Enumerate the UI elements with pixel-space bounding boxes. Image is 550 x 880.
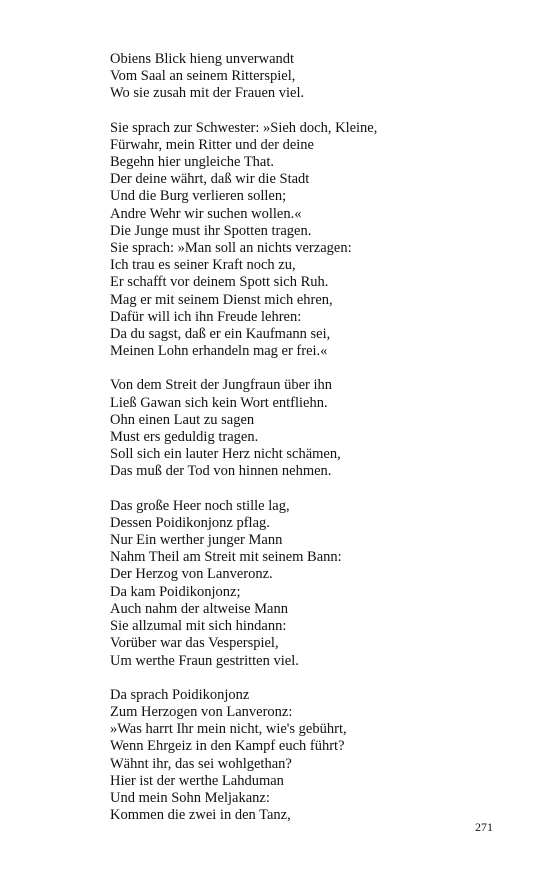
verse-line: Mag er mit seinem Dienst mich ehren,: [110, 291, 333, 308]
stanza: [110, 498, 510, 670]
stanza: [110, 120, 510, 361]
verse-line: Hier ist der werthe Lahduman: [110, 772, 284, 789]
verse-line: Da sprach Poidikonjonz: [110, 686, 250, 703]
verse-line: Dessen Poidikonjonz pflag.: [110, 514, 270, 531]
verse-line: Vom Saal an seinem Ritterspiel,: [110, 68, 296, 85]
verse-line: Fürwahr, mein Ritter und der deine: [110, 136, 314, 153]
verse-line: Vorüber war das Vesperspiel,: [110, 635, 279, 652]
verse-line: Zum Herzogen von Lanveronz:: [110, 703, 293, 720]
verse-line: Nur Ein werther junger Mann: [110, 532, 283, 549]
verse-line: Da du sagst, daß er ein Kaufmann sei,: [110, 326, 331, 343]
verse-line: Der deine währt, daß wir die Stadt: [110, 171, 310, 188]
verse-line: Von dem Streit der Jungfraun über ihn: [110, 377, 333, 394]
verse-line: Die Junge must ihr Spotten tragen.: [110, 222, 312, 239]
verse-line: Soll sich ein lauter Herz nicht schämen,: [110, 446, 341, 463]
stanza: [110, 687, 510, 825]
verse-line: Da kam Poidikonjonz;: [110, 583, 241, 600]
verse-line: Dafür will ich ihn Freude lehren:: [110, 308, 302, 325]
verse-line: Ließ Gawan sich kein Wort entfliehn.: [110, 394, 328, 411]
verse-line: Kommen die zwei in den Tanz,: [110, 807, 291, 824]
verse-line: Auch nahm der altweise Mann: [110, 600, 288, 617]
stanza: [110, 51, 510, 103]
verse-line: Um werthe Fraun gestritten viel.: [110, 652, 299, 669]
verse-line: Begehn hier ungleiche That.: [110, 154, 275, 171]
verse-line: Das muß der Tod von hinnen nehmen.: [110, 463, 332, 480]
verse-line: Nahm Theil am Streit mit seinem Bann:: [110, 549, 342, 566]
verse-line: Obiens Blick hieng unverwandt: [110, 51, 295, 67]
verse-line: Das große Heer noch stille lag,: [110, 497, 290, 514]
verse-line: Meinen Lohn erhandeln mag er frei.«: [110, 343, 328, 360]
verse-line: Und mein Sohn Meljakanz:: [110, 789, 270, 806]
verse-line: Wo sie zusah mit der Frauen viel.: [110, 85, 305, 102]
poem-text: [110, 51, 510, 841]
verse-line: Must ers geduldig tragen.: [110, 429, 259, 446]
verse-line: Andre Wehr wir suchen wollen.«: [110, 205, 302, 222]
verse-line: Sie allzumal mit sich hindann:: [110, 618, 287, 635]
page-number: 271: [475, 820, 493, 834]
verse-line: Er schafft vor deinem Spott sich Ruh.: [110, 274, 329, 291]
verse-line: Ohn einen Laut zu sagen: [110, 411, 255, 428]
verse-line: Wähnt ihr, das sei wohlgethan?: [110, 755, 292, 772]
stanza: [110, 377, 510, 480]
verse-line: Der Herzog von Lanveronz.: [110, 566, 273, 583]
verse-line: Und die Burg verlieren sollen;: [110, 188, 287, 205]
verse-line: Wenn Ehrgeiz in den Kampf euch führt?: [110, 738, 345, 755]
verse-line: Sie sprach: »Man soll an nichts verzagen:: [110, 240, 352, 257]
verse-line: Ich trau es seiner Kraft noch zu,: [110, 257, 296, 274]
verse-line: Sie sprach zur Schwester: »Sieh doch, Kleine,: [110, 119, 378, 136]
verse-line: »Was harrt Ihr mein nicht, wie's gebührt,: [110, 721, 347, 738]
